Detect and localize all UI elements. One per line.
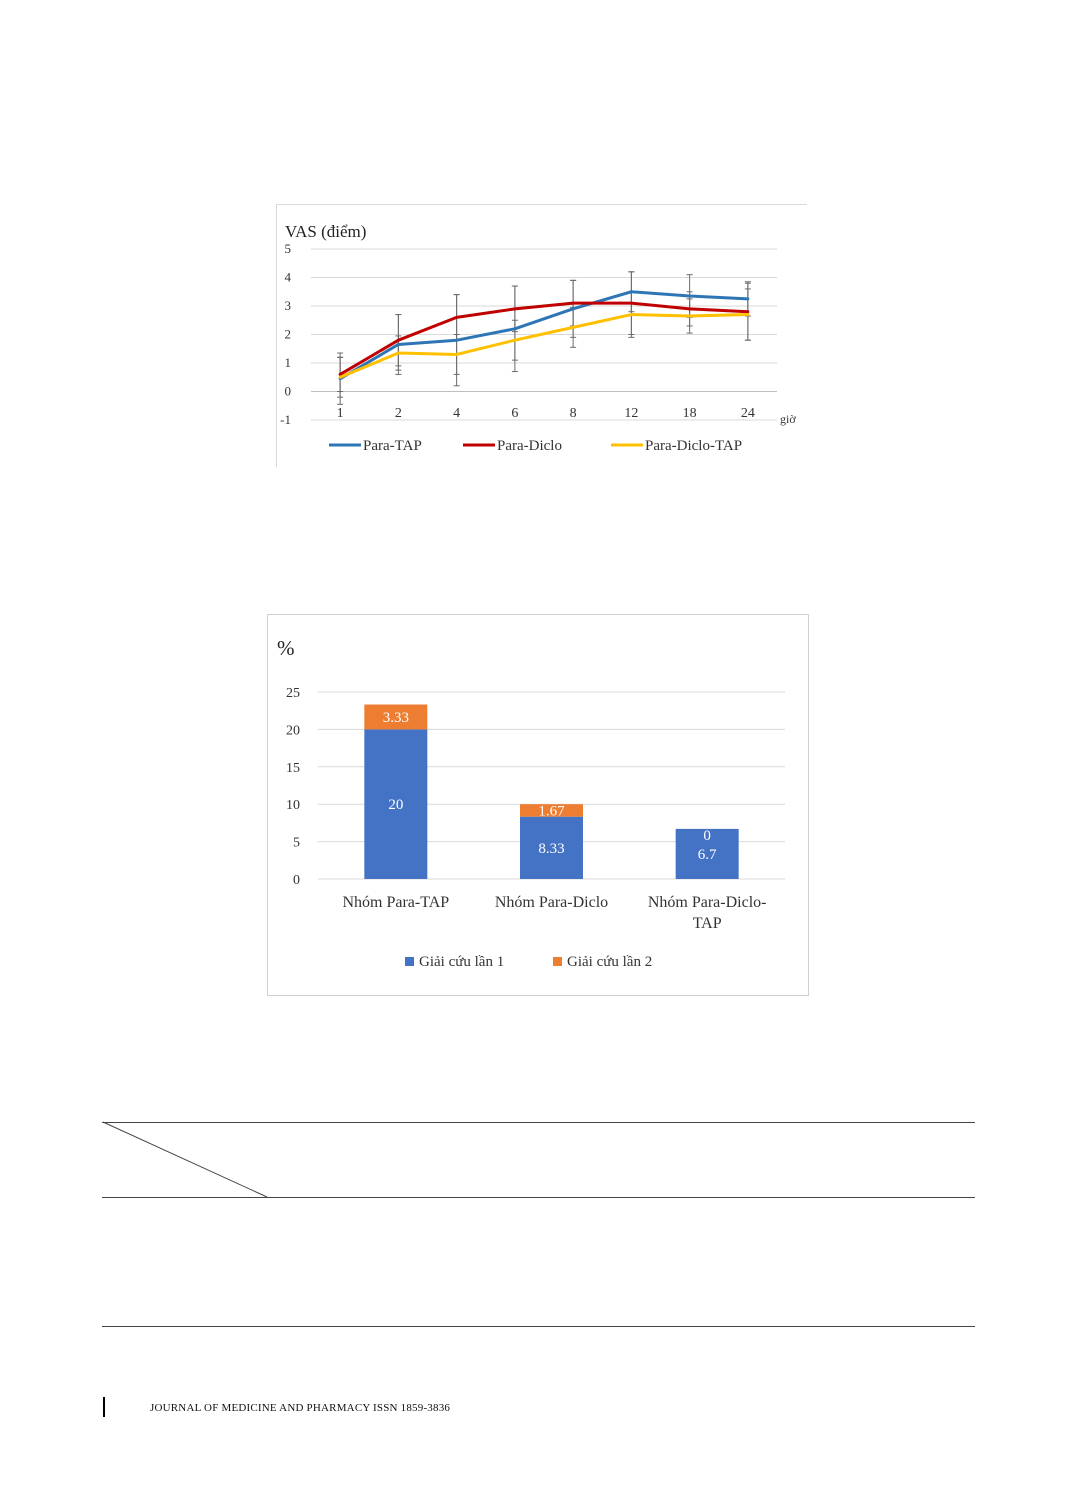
data-label-rescue-2: 0 xyxy=(703,827,711,844)
y-tick-label: 10 xyxy=(286,798,300,814)
legend-label: Giải cứu lần 1 xyxy=(419,954,505,970)
y-tick-label: 2 xyxy=(284,326,291,342)
data-point xyxy=(688,295,691,298)
table-bottom-rule xyxy=(102,1326,975,1327)
legend-label: Para-TAP xyxy=(363,438,422,454)
x-tick-label: 6 xyxy=(511,406,519,421)
x-tick-label: 1 xyxy=(336,406,344,421)
data-label-rescue-1: 8.33 xyxy=(538,840,565,857)
data-point xyxy=(572,307,575,310)
data-label-rescue-1: 20 xyxy=(388,797,404,814)
data-point xyxy=(455,339,458,342)
legend-label: Giải cứu lần 2 xyxy=(567,954,653,970)
x-tick-label: 12 xyxy=(624,406,639,421)
data-point xyxy=(688,314,691,317)
x-tick-label: 2 xyxy=(394,406,402,421)
y-tick-label: 0 xyxy=(293,873,300,888)
data-point xyxy=(746,297,749,300)
data-point xyxy=(339,376,342,379)
data-point xyxy=(513,307,516,310)
y-tick-label: 25 xyxy=(286,686,300,701)
series-line-para-diclo xyxy=(340,303,748,374)
data-point xyxy=(455,353,458,356)
data-point xyxy=(746,310,749,313)
legend-label: Para-Diclo-TAP xyxy=(645,438,743,454)
y-tick-label: 3 xyxy=(284,298,291,313)
footer-marker xyxy=(103,1397,105,1417)
y-tick-label: 20 xyxy=(286,723,300,739)
data-point xyxy=(572,302,575,305)
data-label-rescue-2: 3.33 xyxy=(382,709,409,726)
x-tick-label: 18 xyxy=(682,406,697,421)
data-label-rescue-2: 1.67 xyxy=(538,803,565,820)
data-point xyxy=(630,290,633,293)
y-tick-label: 5 xyxy=(284,241,291,256)
series-para-diclo xyxy=(337,272,751,392)
category-label: TAP xyxy=(692,915,722,932)
legend-swatch xyxy=(553,957,562,966)
data-point xyxy=(572,326,575,329)
category-label: Nhóm Para-Diclo xyxy=(494,894,609,911)
x-axis-title: giờ xyxy=(780,412,796,426)
y-tick-label: 4 xyxy=(284,269,291,285)
rescue-bar-chart-svg xyxy=(268,615,808,995)
y-tick-label: 0 xyxy=(284,383,291,399)
data-point xyxy=(455,316,458,319)
data-point xyxy=(397,352,400,355)
data-point xyxy=(513,327,516,330)
table-header-diagonal xyxy=(100,1120,275,1200)
series-line-para-diclo-tap xyxy=(340,315,748,378)
data-point xyxy=(630,302,633,305)
y-axis-title: VAS (điểm) xyxy=(285,222,367,241)
data-point xyxy=(397,343,400,346)
y-tick-label: -1 xyxy=(280,412,291,427)
x-tick-label: 8 xyxy=(569,406,577,421)
x-tick-label: 4 xyxy=(453,406,461,421)
data-point xyxy=(397,339,400,342)
vas-line-chart-svg xyxy=(277,205,807,467)
data-point xyxy=(688,307,691,310)
y-tick-label: 15 xyxy=(286,760,300,776)
y-tick-label: 1 xyxy=(284,355,291,370)
category-label: Nhóm Para-Diclo- xyxy=(647,894,767,911)
vas-line-chart xyxy=(276,204,807,467)
data-point xyxy=(513,339,516,342)
data-point xyxy=(630,313,633,316)
y-axis-title: % xyxy=(277,636,295,660)
y-tick-label: 5 xyxy=(293,835,300,851)
legend-swatch xyxy=(405,957,414,966)
category-label: Nhóm Para-TAP xyxy=(342,894,450,911)
data-point xyxy=(746,313,749,316)
journal-footer: JOURNAL OF MEDICINE AND PHARMACY ISSN 1859-3836 xyxy=(150,1402,451,1414)
x-tick-label: 24 xyxy=(740,406,755,421)
data-label-rescue-1: 6.7 xyxy=(697,846,717,863)
legend-label: Para-Diclo xyxy=(497,438,562,454)
rescue-bar-chart xyxy=(267,614,809,996)
